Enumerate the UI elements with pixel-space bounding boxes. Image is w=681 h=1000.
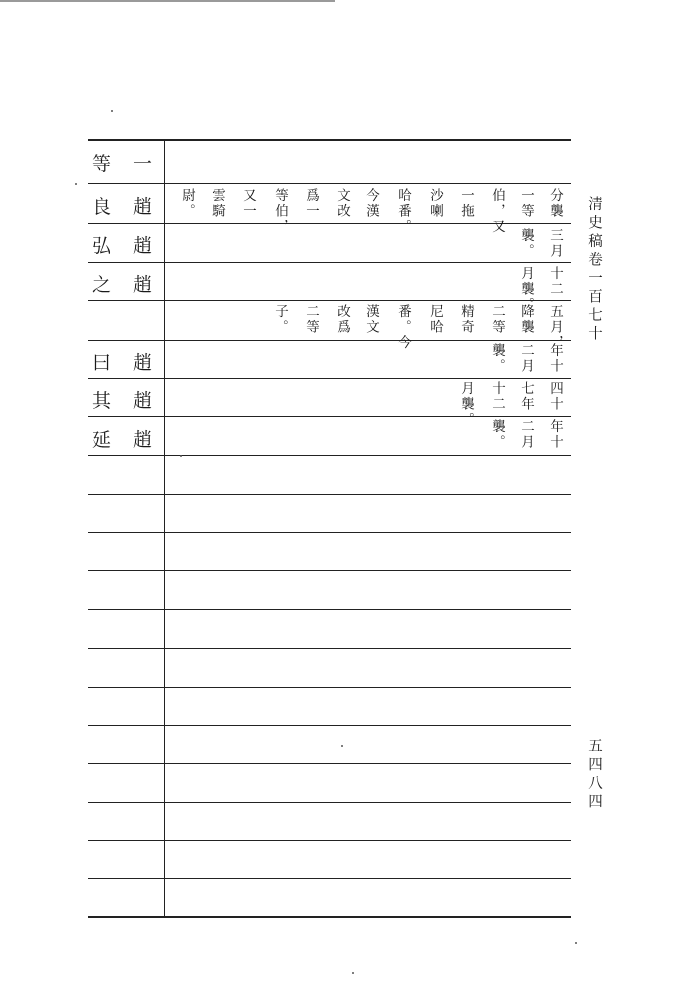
text-column: 襲。: [518, 228, 534, 259]
row-divider: [88, 340, 571, 341]
text-column: 改爲: [334, 304, 350, 335]
label-char: 延: [92, 429, 112, 451]
label-char: 曰: [92, 352, 112, 374]
text-column: 番。今: [395, 304, 411, 351]
scan-speck: [111, 110, 113, 112]
column-separator: [164, 139, 165, 918]
text-column: 一等: [518, 188, 534, 219]
scan-speck: [75, 183, 77, 185]
label-char: 良: [92, 196, 112, 218]
text-column: 月襲。: [458, 381, 474, 428]
text-column: 十二: [489, 381, 505, 412]
text-column: 雲騎: [209, 188, 225, 219]
scan-speck: [180, 455, 182, 457]
text-column: 伯，又: [489, 188, 505, 235]
text-column: 月襲。: [518, 266, 534, 313]
text-column: 四十: [547, 381, 563, 412]
text-column: 尼哈: [427, 304, 443, 335]
label-char: 趙: [132, 196, 152, 218]
row-divider: [88, 878, 571, 879]
text-column: 精奇: [458, 304, 474, 335]
label-char: 等: [92, 153, 112, 175]
row-label-3: [92, 231, 152, 258]
row-divider: [88, 687, 571, 688]
label-char: 趙: [132, 390, 152, 412]
row-divider: [88, 570, 571, 571]
text-column: 漢文: [363, 304, 379, 335]
row-label-7: [92, 386, 152, 413]
text-column: 子。: [272, 304, 288, 335]
text-column: 哈番。: [395, 188, 411, 235]
text-column: 年十: [547, 419, 563, 450]
text-column: 襲。: [489, 419, 505, 450]
label-char: 趙: [132, 352, 152, 374]
page-number: 五四八四: [586, 738, 602, 812]
row-divider: [88, 183, 571, 184]
label-char: 弘: [92, 235, 112, 257]
table-bottom-border: [88, 916, 571, 918]
row-divider: [88, 262, 571, 263]
row-divider: [88, 455, 571, 456]
text-column: 襲。: [489, 343, 505, 374]
label-char: 趙: [132, 235, 152, 257]
text-column: 十二: [547, 266, 563, 297]
row-divider: [88, 378, 571, 379]
text-column: 降襲: [518, 304, 534, 335]
text-column: 又一: [240, 188, 256, 219]
label-char: 一: [132, 153, 152, 175]
row-divider: [88, 532, 571, 533]
text-column: 二月: [518, 419, 534, 450]
book-title: 清史稿卷一百七十: [586, 196, 602, 344]
text-column: 二等: [303, 304, 319, 335]
text-column: 三月: [547, 228, 563, 259]
row-divider: [88, 725, 571, 726]
row-label-8: [92, 425, 152, 452]
text-column: 五月，: [547, 304, 563, 351]
row-divider: [88, 609, 571, 610]
row-divider: [88, 802, 571, 803]
text-column: 沙喇: [427, 188, 443, 219]
row-label-6: [92, 348, 152, 375]
label-char: 趙: [132, 274, 152, 296]
row-divider: [88, 840, 571, 841]
row-divider: [88, 300, 571, 301]
scan-edge-line: [0, 0, 335, 2]
table-top-border: [88, 139, 571, 141]
row-divider: [88, 494, 571, 495]
text-column: 尉。: [179, 188, 195, 219]
text-column: 二月: [518, 343, 534, 374]
row-divider: [88, 416, 571, 417]
text-column: 今漢: [363, 188, 379, 219]
scan-speck: [575, 942, 577, 944]
text-column: 等伯，: [272, 188, 288, 235]
text-column: 分襲: [547, 188, 563, 219]
label-char: 之: [92, 274, 112, 296]
text-column: 一拖: [458, 188, 474, 219]
text-column: 文改: [334, 188, 350, 219]
text-column: 爲一: [303, 188, 319, 219]
text-column: 七年: [518, 381, 534, 412]
row-label-1: [92, 149, 152, 176]
text-column: 年十: [547, 343, 563, 374]
text-column: 二等: [489, 304, 505, 335]
scan-speck: [352, 972, 354, 974]
label-char: 趙: [132, 429, 152, 451]
row-label-2: [92, 192, 152, 219]
row-label-4: [92, 270, 152, 297]
row-divider: [88, 648, 571, 649]
scan-speck: [341, 745, 343, 747]
label-char: 其: [92, 390, 112, 412]
row-divider: [88, 763, 571, 764]
